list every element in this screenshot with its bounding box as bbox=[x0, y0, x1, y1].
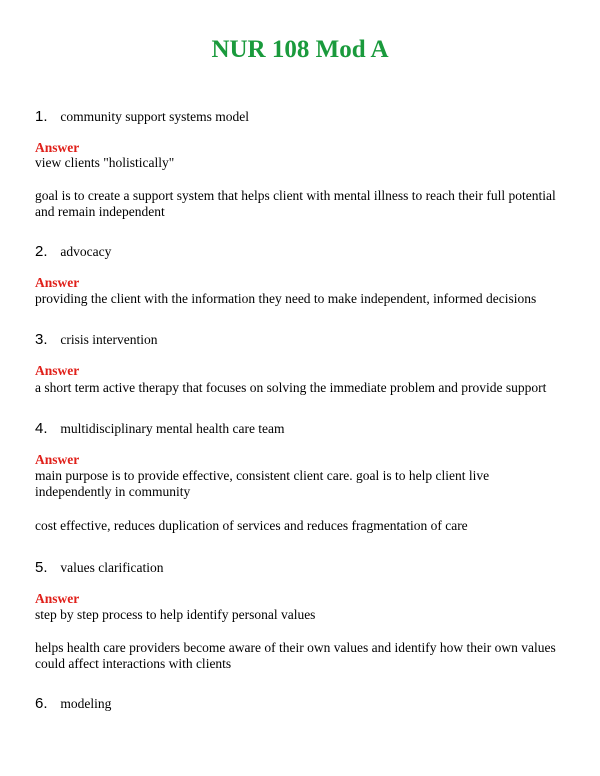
question-number: 1. bbox=[35, 108, 48, 125]
question-term: values clarification bbox=[60, 560, 164, 575]
question-term: multidisciplinary mental health care team bbox=[60, 421, 285, 436]
question-number: 4. bbox=[35, 420, 48, 437]
question-number: 5. bbox=[35, 559, 48, 576]
answer-text: cost effective, reduces duplication of services and reduces fragmentation of care bbox=[35, 518, 468, 533]
question-term: advocacy bbox=[60, 244, 112, 259]
question-number: 3. bbox=[35, 331, 48, 348]
answer-text: step by step process to help identify personal values bbox=[35, 607, 316, 622]
answer-text: view clients "holistically" bbox=[35, 155, 175, 170]
question-term: crisis intervention bbox=[60, 332, 158, 347]
answer-label: Answer bbox=[35, 591, 80, 606]
answer-label: Answer bbox=[35, 140, 80, 155]
answer-label: Answer bbox=[35, 275, 80, 290]
question-number: 2. bbox=[35, 243, 48, 260]
question-3 bbox=[35, 331, 157, 348]
answer-text: a short term active therapy that focuses on solving the immediate problem and provide support bbox=[35, 380, 547, 395]
page-title: NUR 108 Mod A bbox=[211, 36, 389, 63]
answer-text: providing the client with the information they need to make independent, informed decisions bbox=[35, 291, 537, 306]
answer-label: Answer bbox=[35, 452, 80, 467]
question-term: modeling bbox=[60, 696, 112, 711]
question-4 bbox=[35, 420, 285, 437]
question-5 bbox=[35, 559, 163, 576]
question-2 bbox=[35, 243, 111, 260]
answer-text: helps health care providers become aware of their own values and identify how their own values could affect interactions with clients bbox=[35, 640, 556, 671]
question-number: 6. bbox=[35, 695, 48, 712]
question-6 bbox=[35, 695, 111, 712]
answer-text: main purpose is to provide effective, consistent client care. goal is to help client live independently in community bbox=[35, 468, 490, 499]
question-term: community support systems model bbox=[60, 109, 249, 124]
question-1 bbox=[35, 108, 249, 125]
answer-text: goal is to create a support system that helps client with mental illness to reach their full potential and remain independent bbox=[35, 188, 556, 219]
answer-label: Answer bbox=[35, 363, 80, 378]
